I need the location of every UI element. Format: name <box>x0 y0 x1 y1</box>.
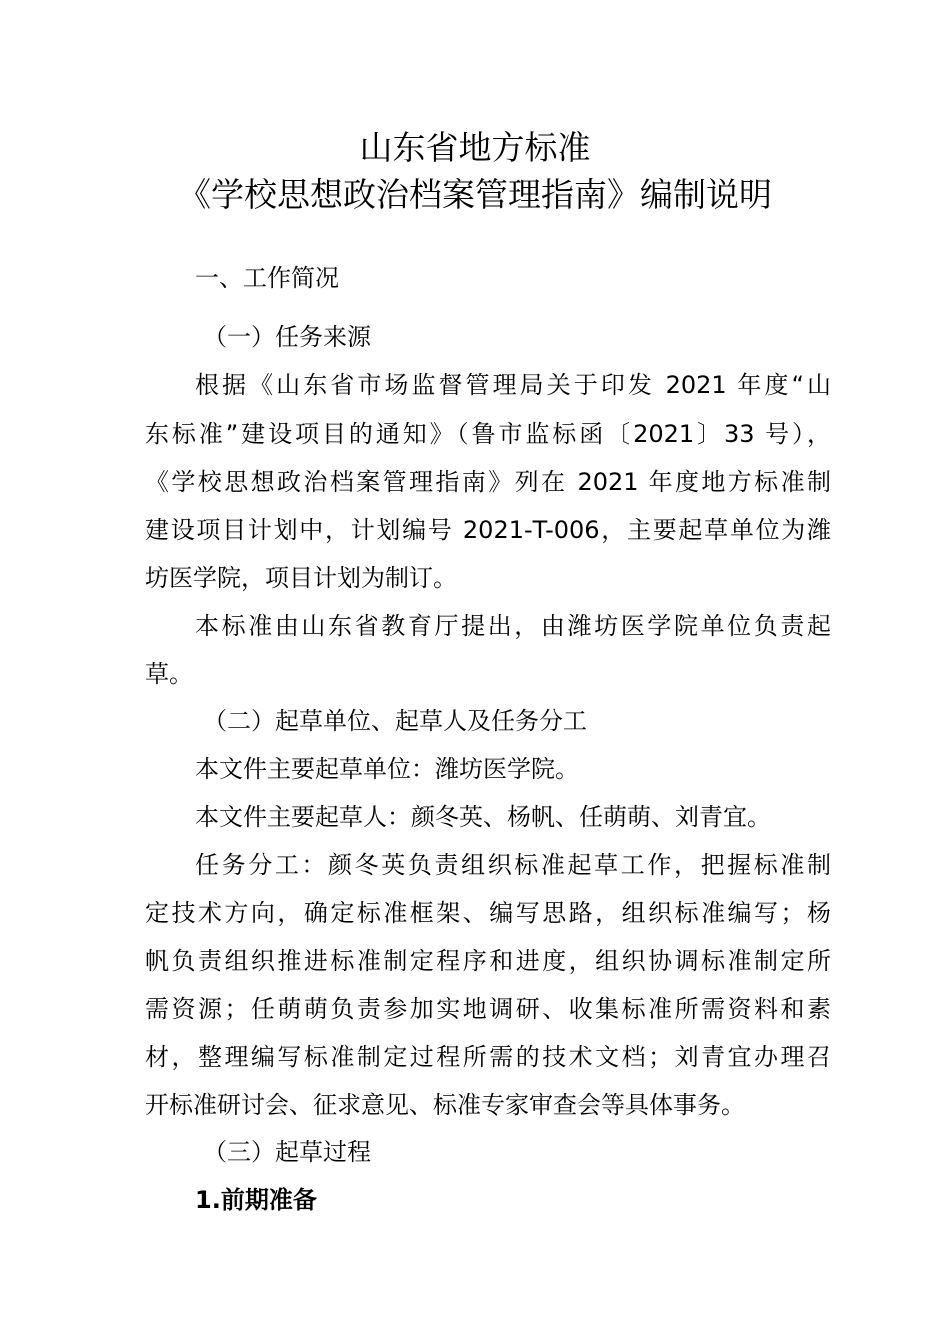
subsection-heading-drafting-units: （二）起草单位、起草人及任务分工 <box>203 707 587 735</box>
paragraph-line: 《学校思想政治档案管理指南》列在 2021 年度地方标准制 <box>145 468 831 496</box>
paragraph-drafting-unit: 本文件主要起草单位：潍坊医学院。 <box>195 755 579 783</box>
subsection-heading-task-source: （一）任务来源 <box>203 323 371 351</box>
paragraph-line: 草。 <box>145 660 193 688</box>
paragraph-line: 本标准由山东省教育厅提出，由潍坊医学院单位负责起 <box>195 612 831 640</box>
item-heading-preparation: 1.前期准备 <box>195 1186 317 1214</box>
paragraph-drafters: 本文件主要起草人：颜冬英、杨帆、任萌萌、刘青宜。 <box>195 803 771 831</box>
paragraph-line: 建设项目计划中，计划编号 2021-T-006，主要起草单位为潍 <box>145 516 831 544</box>
section-heading-work-overview: 一、工作简况 <box>195 264 339 292</box>
paragraph-line: 任务分工：颜冬英负责组织标准起草工作，把握标准制 <box>195 851 831 879</box>
paragraph-line: 材，整理编写标准制定过程所需的技术文档；刘青宜办理召 <box>145 1043 831 1071</box>
paragraph-line: 坊医学院，项目计划为制订。 <box>145 564 457 592</box>
paragraph-line: 根据《山东省市场监督管理局关于印发 2021 年度“山 <box>195 371 831 399</box>
document-title-line-1: 山东省地方标准 <box>359 128 591 167</box>
subsection-heading-drafting-process: （三）起草过程 <box>203 1138 371 1166</box>
paragraph-line: 开标准研讨会、征求意见、标准专家审查会等具体事务。 <box>145 1091 745 1119</box>
paragraph-line: 帆负责组织推进标准制定程序和进度，组织协调标准制定所 <box>145 947 831 975</box>
document-title-line-2: 《学校思想政治档案管理指南》编制说明 <box>178 175 772 214</box>
paragraph-line: 需资源；任萌萌负责参加实地调研、收集标准所需资料和素 <box>145 995 831 1023</box>
paragraph-line: 东标准”建设项目的通知》（鲁市监标函〔2021〕33 号）， <box>145 420 831 448</box>
paragraph-line: 定技术方向，确定标准框架、编写思路，组织标准编写；杨 <box>145 899 831 927</box>
